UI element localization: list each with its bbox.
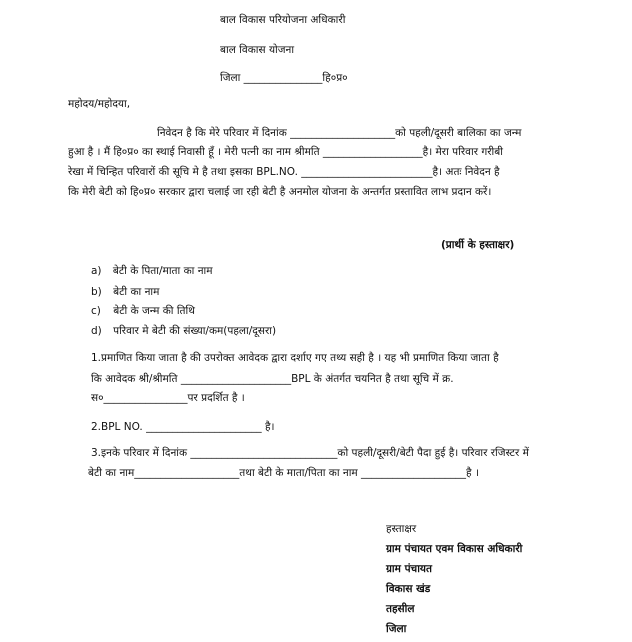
list-item bbox=[91, 265, 213, 278]
list-item bbox=[91, 325, 276, 338]
official-panchayat: ग्राम पंचायत bbox=[386, 563, 433, 575]
official-block: विकास खंड bbox=[386, 583, 431, 595]
list-item-text: बेटी का नाम bbox=[113, 286, 160, 298]
body-line-4: कि मेरी बेटी को हि०प्र० सरकार द्वारा चलाई जा रही बेटी है अनमोल योजना के अन्तर्गत प्रस्तावित लाभ प्रदान करें। bbox=[68, 186, 492, 198]
certificate-line-1: 1.प्रमाणित किया जाता है की उपरोक्त आवेदक द्वारा दर्शाए गए तथ्य सही है । यह भी प्रमाणित किया जाता है bbox=[91, 352, 499, 364]
official-signature-block bbox=[386, 522, 522, 642]
list-marker: d) bbox=[91, 325, 102, 337]
address-line-district: जिला _______________हि०प्र० bbox=[220, 72, 348, 84]
official-signature-label: हस्ताक्षर bbox=[386, 523, 417, 535]
list-marker: a) bbox=[91, 265, 102, 277]
list-item bbox=[91, 305, 195, 318]
address-line-scheme: बाल विकास योजना bbox=[220, 44, 295, 56]
body-line-2: हुआ है । मैं हि०प्र० का स्थाई निवासी हूँ । मेरी पत्नी का नाम श्रीमति ___________________है। मेरा परिवार गरीबी bbox=[68, 146, 503, 158]
official-district: जिला bbox=[386, 623, 407, 635]
bpl-number-line: 2.BPL NO. ______________________ है। bbox=[91, 421, 275, 433]
family-register-line-1: 3.इनके परिवार में दिनांक ____________________________को पहली/दूसरी/बेटी पैदा हुई है। परिवार रजिस्टर में bbox=[91, 447, 529, 459]
certificate-line-2: कि आवेदक श्री/श्रीमति _____________________BPL के अंतर्गत चयनित है तथा सूचि में क्र. bbox=[91, 373, 454, 385]
salutation: महोदय/महोदया, bbox=[68, 98, 131, 110]
official-tehsil: तहसील bbox=[386, 603, 415, 615]
list-item bbox=[91, 286, 159, 299]
official-designation: ग्राम पंचायत एवम विकास अधिकारी bbox=[386, 543, 523, 555]
list-item-text: परिवार मे बेटी की संख्या/कम(पहला/दूसरा) bbox=[113, 325, 277, 337]
certificate-line-3: स०________________पर प्रदर्शित है । bbox=[91, 392, 245, 404]
body-line-1: निवेदन है कि मेरे परिवार में दिनांक ____________________को पहली/दूसरी बालिका का जन्म bbox=[157, 127, 522, 139]
family-register-line-2: बेटी का नाम____________________तथा बेटी के माता/पिता का नाम ____________________है । bbox=[88, 467, 479, 479]
list-marker: c) bbox=[91, 305, 101, 317]
list-marker: b) bbox=[91, 286, 102, 298]
body-line-3: रेखा में चिन्हित परिवारों की सूचि मे है तथा इसका BPL.NO. _________________________है। अतः निवेदन है bbox=[68, 166, 500, 178]
list-item-text: बेटी के पिता/माता का नाम bbox=[112, 265, 213, 277]
list-item-text: बेटी के जन्म की तिथि bbox=[113, 305, 195, 317]
address-line-officer: बाल विकास परियोजना अधिकारी bbox=[220, 14, 346, 26]
applicant-signature-label: (प्रार्थी के हस्ताक्षर) bbox=[441, 239, 515, 251]
